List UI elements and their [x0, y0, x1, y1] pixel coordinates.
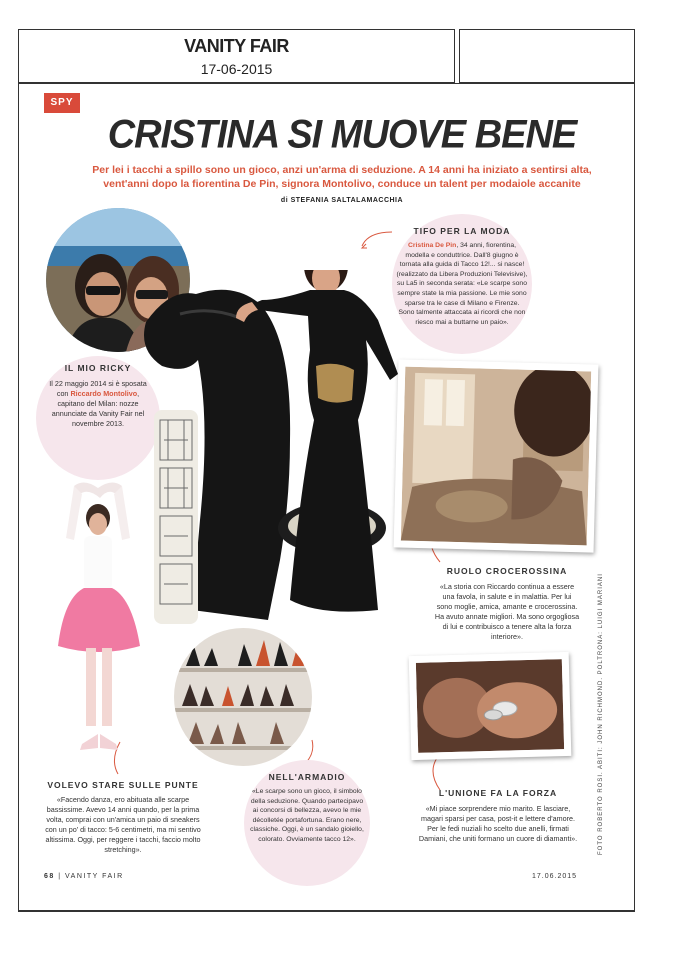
byline: di STEFANIA SALTALAMACCHIA — [280, 197, 404, 204]
rings-photo — [409, 652, 572, 760]
ricky-title: IL MIO RICKY — [64, 363, 132, 373]
issue-date: 17-06-2015 — [200, 61, 273, 77]
crocerossina-caption — [434, 566, 580, 642]
ricky-text-a: Il 22 maggio 2014 si è sposata con — [49, 379, 147, 398]
page-footer — [44, 873, 124, 880]
punte-title: VOLEVO STARE SULLE PUNTE — [47, 780, 199, 790]
ricky-name: Riccardo Montolivo — [70, 389, 138, 398]
magazine-name: VANITY FAIR — [184, 36, 289, 56]
subtitle-line-2: vent'anni dopo la fiorentina De Pin, signora Montolivo, conduce un talent per modaiole accanite — [103, 178, 581, 190]
punte-text: «Facendo danza, ero abituata alle scarpe bassissime. Avevo 14 anni quando, per la prima volta, comprai con un'amica un paio di sneakers con un po' di tacco: 5-6 centimetri, ma mi sentivo altissima. Oggi, per reggere i tacchi, faccio molto stretching». — [45, 795, 201, 854]
crocerossina-title: RUOLO CROCEROSSINA — [446, 566, 568, 576]
unione-title: L'UNIONE FA LA FORZA — [438, 788, 558, 798]
armadio-title: NELL'ARMADIO — [268, 772, 346, 782]
crocerossina-text: «La storia con Riccardo continua a essere una favola, in salute e in malattia. Per lui sono moglie, amica, amante e crocerossina. Ha avuto annate migliori. Ma sono orgogliosa di lui e contribuisco a tenere alta la forza interiore». — [434, 582, 580, 641]
photo-credit: FOTO ROBERTO ROSI. ABITI: JOHN RICHMOND. POLTRONA: LUIGI MARIANI — [598, 573, 604, 855]
unione-caption — [416, 788, 580, 844]
tifo-title: TIFO PER LA MODA — [413, 226, 511, 236]
tifo-name: Cristina De Pin — [407, 242, 457, 249]
section-tag: SPY — [44, 93, 80, 113]
footer-magazine: VANITY FAIR — [65, 873, 124, 880]
shoe-closet-photo — [174, 628, 312, 766]
ballerina-photo — [48, 478, 148, 768]
armchair-photo — [140, 270, 410, 630]
unione-text: «Mi piace sorprendere mio marito. E lasciare, magari sparsi per casa, post-it e lettere d'amore. Per le fedi nuziali ho scelto due anelli, firmati Damiani, che uniti formano un cuore di diamanti». — [418, 804, 578, 843]
tifo-body: , 34 anni, fiorentina, modella e conduttrice. Dall'8 giugno è tornata alla guida di Tacco 12!... si nasce! (realizzato da Libera Produzioni Televisive), su La5 in seconda serata: «Le scarpe sono sempre state la mia passione. Le mie sono sparse tra le case di Milano e Firenze. Sono talmente attaccata ai ricordi che non riesco mai a buttarne un paio». — [396, 242, 528, 326]
footer-sep: | — [58, 873, 66, 880]
crocerossina-photo — [394, 359, 599, 552]
ricky-text-b: , capitano del Milan: nozze annunciate da Vanity Fair nel novembre 2013. — [51, 389, 145, 428]
punte-caption — [44, 780, 202, 855]
footer-date: 17.06.2015 — [532, 873, 578, 880]
armadio-text: «Le scarpe sono un gioco, il simbolo della seduzione. Quando partecipavo ai concorsi di bellezza, avevo le mie décolletée portafortuna. Erano nere, classiche. Oggi, è un sandalo gioiello, colorato. Ovviamente tacco 12». — [250, 788, 364, 843]
armadio-content — [250, 772, 364, 845]
article-title: CRISTINA SI MUOVE BENE — [107, 112, 577, 158]
subtitle-line-1: Per lei i tacchi a spillo sono un gioco, anzi un'arma di seduzione. A 14 anni ha iniziato a sentirsi alta, — [92, 164, 592, 176]
page-number: 68 — [44, 873, 55, 880]
